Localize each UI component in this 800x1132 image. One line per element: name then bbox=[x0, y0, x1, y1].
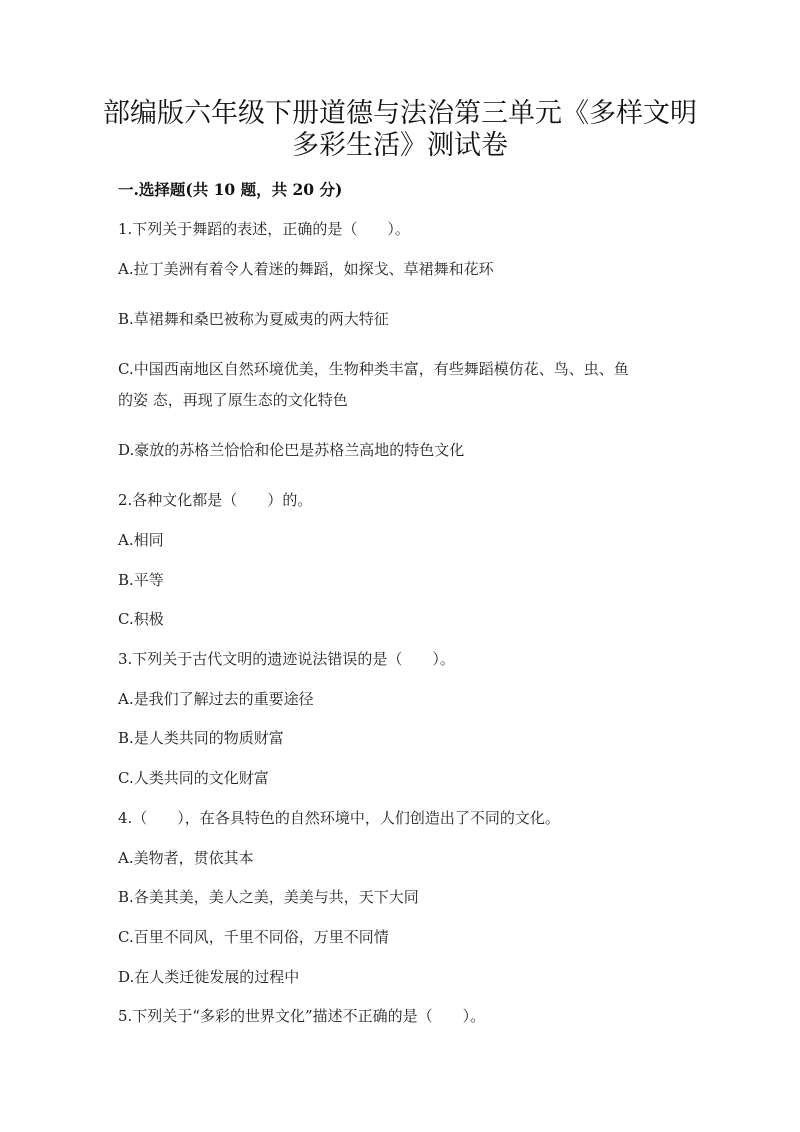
question-2-stem: 2.各种文化都是（ ）的。 bbox=[118, 491, 313, 509]
question-1-option-c-continued: 的姿 态，再现了原生态的文化特色 bbox=[118, 391, 348, 409]
question-2-option-c: C.积极 bbox=[118, 610, 164, 628]
page-title-line-2: 多彩生活》测试卷 bbox=[292, 130, 508, 161]
question-1-stem: 1.下列关于舞蹈的表述，正确的是（ ）。 bbox=[118, 220, 410, 238]
question-4-option-a: A.美物者，贯依其本 bbox=[118, 849, 254, 867]
question-4-option-c: C.百里不同风，千里不同俗，万里不同情 bbox=[118, 928, 389, 946]
question-3-option-b: B.是人类共同的物质财富 bbox=[118, 729, 284, 747]
question-2-option-b: B.平等 bbox=[118, 571, 164, 589]
question-4-option-b: B.各美其美，美人之美，美美与共，天下大同 bbox=[118, 888, 419, 906]
question-4-stem: 4.（ ），在各具特色的自然环境中，人们创造出了不同的文化。 bbox=[118, 809, 560, 827]
question-1-option-c: C.中国西南地区自然环境优美，生物种类丰富，有些舞蹈模仿花、鸟、虫、鱼 bbox=[118, 360, 629, 378]
question-3-stem: 3.下列关于古代文明的遗迹说法错误的是（ ）。 bbox=[118, 650, 455, 668]
section-heading: 一.选择题(共 10 题，共 20 分) bbox=[118, 180, 343, 199]
question-5-stem: 5.下列关于“多彩的世界文化”描述不正确的是（ ）。 bbox=[118, 1007, 486, 1025]
question-3-option-a: A.是我们了解过去的重要途径 bbox=[118, 690, 314, 708]
question-1-option-a: A.拉丁美洲有着令人着迷的舞蹈，如探戈、草裙舞和花环 bbox=[118, 260, 494, 278]
question-1-option-d: D.豪放的苏格兰恰恰和伦巴是苏格兰高地的特色文化 bbox=[118, 441, 465, 459]
question-3-option-c: C.人类共同的文化财富 bbox=[118, 769, 269, 787]
page-title-line-1: 部编版六年级下册道德与法治第三单元《多样文明 bbox=[103, 98, 697, 129]
question-1-option-b: B.草裙舞和桑巴被称为夏威夷的两大特征 bbox=[118, 310, 389, 328]
question-2-option-a: A.相同 bbox=[118, 531, 164, 549]
question-4-option-d: D.在人类迁徙发展的过程中 bbox=[118, 968, 300, 986]
